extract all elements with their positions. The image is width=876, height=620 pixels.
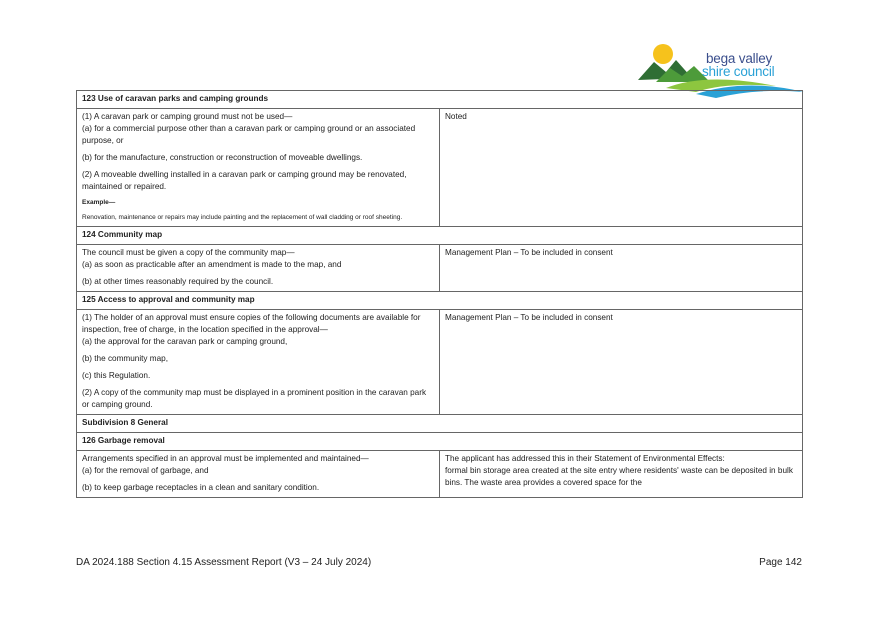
section-123-heading: 123 Use of caravan parks and camping grounds [77,91,803,109]
clause-text: (2) A moveable dwelling installed in a caravan park or camping ground may be renovated, maintained or repaired. [82,170,407,191]
clause-text: (1) The holder of an approval must ensure copies of the following documents are available for inspection, free of charge, in the location specified in the approval— [82,313,421,334]
section-124-clause [77,245,440,292]
clause-text: (a) for a commercial purpose other than a caravan park or camping ground or an associated purpose, or [82,124,416,145]
section-123-clause [77,109,440,227]
clause-text: (1) A caravan park or camping ground must not be used— [82,112,293,121]
clause-text: The council must be given a copy of the community map— [82,248,295,257]
section-124-heading-row [77,227,803,245]
section-125-row [77,310,803,415]
section-123-heading-row [77,91,803,109]
logo-line-2: shire council [702,64,775,79]
footer-page-number: Page 142 [759,557,802,568]
clause-text: (a) for the removal of garbage, and [82,466,209,475]
clause-text: (b) the community map, [82,354,168,363]
council-logo-text [702,51,775,79]
clause-text: (b) at other times reasonably required by the council. [82,277,274,286]
example-text: Renovation, maintenance or repairs may include painting and the replacement of wall cladding or roof sheeting. [82,214,403,221]
comment-text: The applicant has addressed this in their Statement of Environmental Effects: [445,454,725,463]
clause-text: (c) this Regulation. [82,371,151,380]
clause-paragraph [82,453,434,477]
section-124-heading: 124 Community map [77,227,803,245]
section-124-comment: Management Plan – To be included in consent [440,245,803,292]
clause-text: (a) as soon as practicable after an amendment is made to the map, and [82,260,342,269]
clause-text: (2) A copy of the community map must be displayed in a prominent position in the caravan park or camping ground. [82,388,427,409]
footer-title: DA 2024.188 Section 4.15 Assessment Report (V3 – 24 July 2024) [76,557,372,568]
section-126-heading: 126 Garbage removal [77,433,803,451]
section-126-row [77,451,803,498]
section-123-row [77,109,803,227]
assessment-table [76,90,803,498]
clause-paragraph [82,111,434,147]
section-126-heading-row [77,433,803,451]
clause-text: (b) to keep garbage receptacles in a clean and sanitary condition. [82,483,320,492]
section-125-clause [77,310,440,415]
clause-paragraph [82,312,434,348]
section-125-heading-row [77,292,803,310]
subdivision-heading: Subdivision 8 General [77,415,803,433]
clause-text: Arrangements specified in an approval must be implemented and maintained— [82,454,369,463]
section-126-comment [440,451,803,498]
clause-text: (a) the approval for the caravan park or camping ground, [82,337,288,346]
subdivision-row [77,415,803,433]
logo-line-1: bega valley [706,51,773,66]
section-123-comment: Noted [440,109,803,227]
clause-paragraph [82,247,434,271]
section-125-comment: Management Plan – To be included in consent [440,310,803,415]
section-125-heading: 125 Access to approval and community map [77,292,803,310]
clause-text: (b) for the manufacture, construction or reconstruction of moveable dwellings. [82,153,363,162]
example-label: Example— [82,199,116,206]
section-124-row [77,245,803,292]
comment-text: formal bin storage area created at the site entry where residents' waste can be deposited in bulk bins. The waste area provides a covered space for the [445,466,793,487]
section-126-clause [77,451,440,498]
